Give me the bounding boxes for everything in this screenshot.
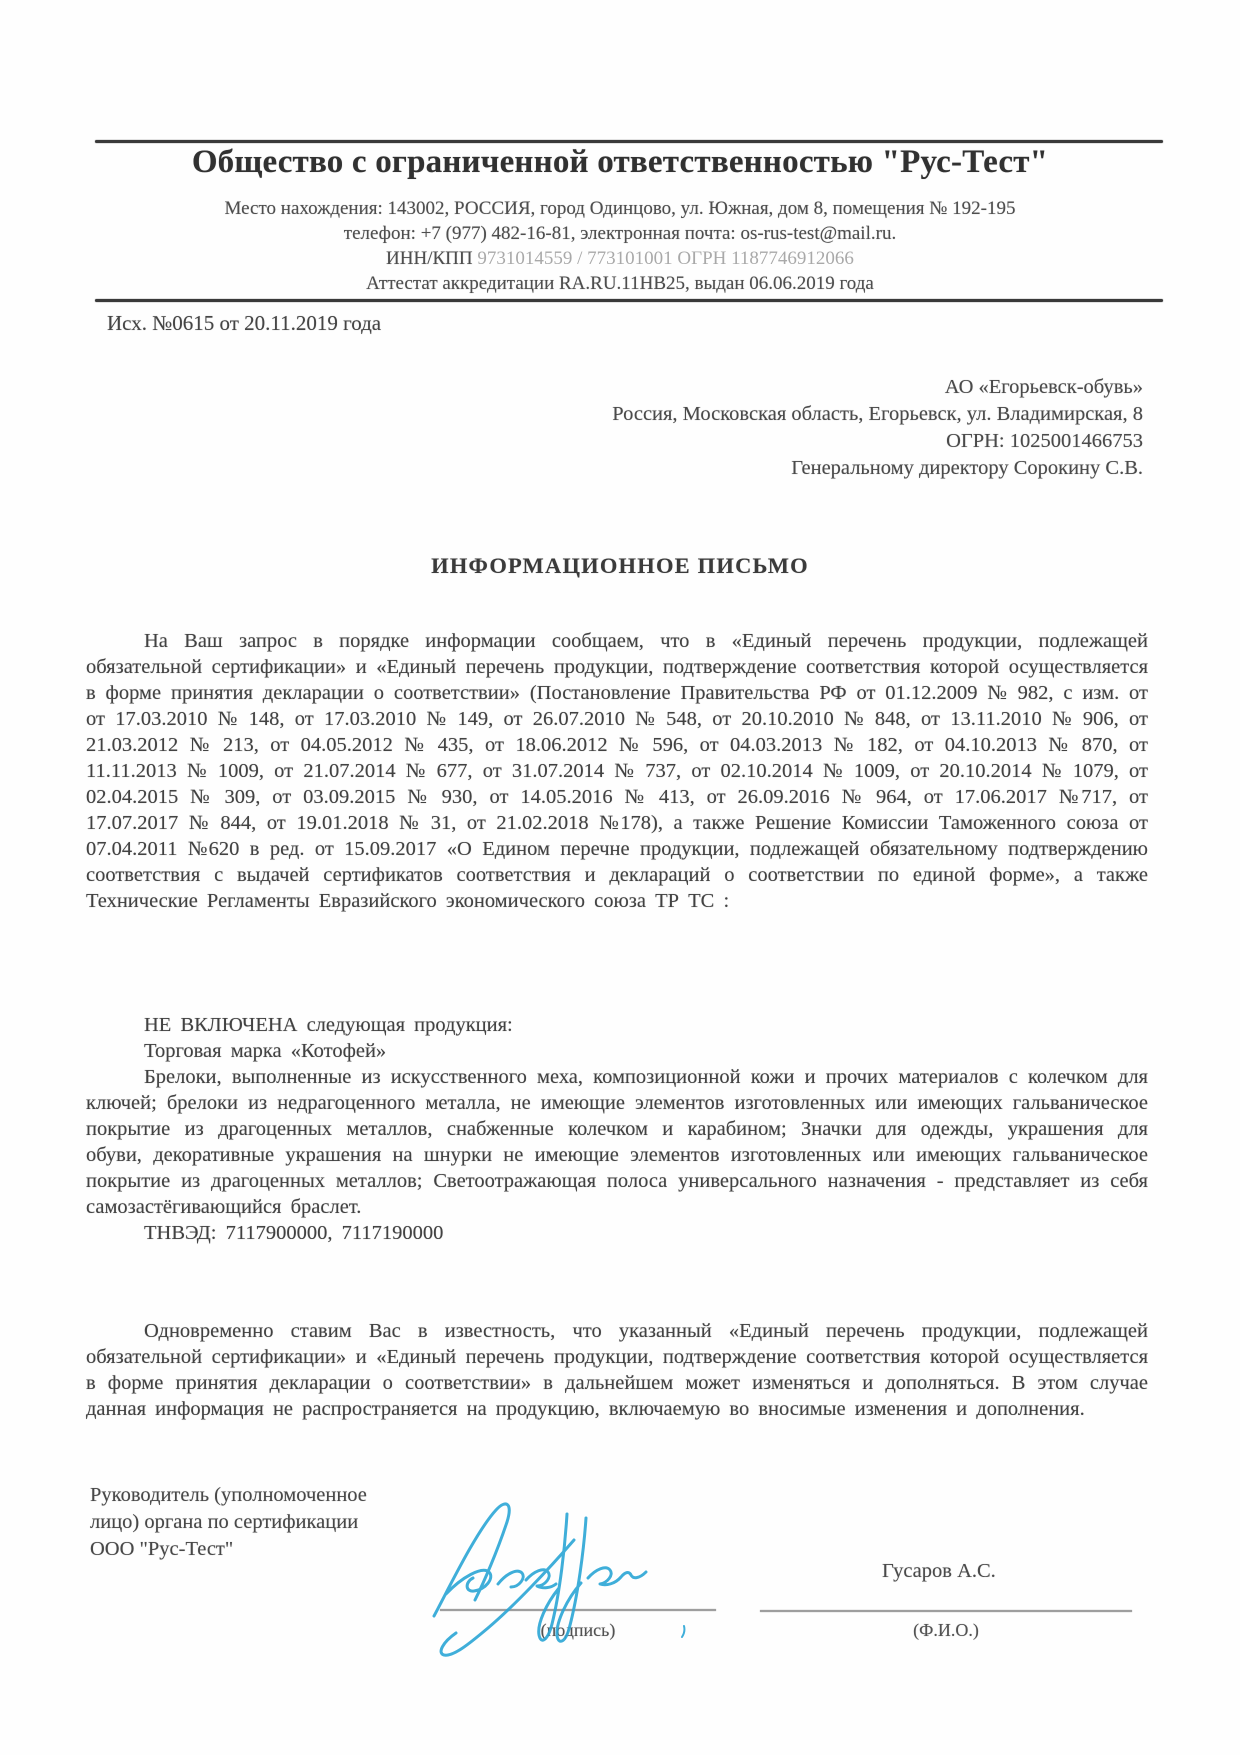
company-inn-line xyxy=(0,246,1240,271)
accreditation-line: Аттестат аккредитации RA.RU.11НВ25, выдан 06.06.2019 года xyxy=(366,273,874,294)
signature-stroke xyxy=(498,1570,556,1588)
company-contact-line: телефон: +7 (977) 482-16-81, электронная почта: os-rus-test@mail.ru. xyxy=(343,223,897,244)
name-line xyxy=(760,1610,1132,1612)
signature-stroke xyxy=(434,1504,509,1616)
signature-stroke xyxy=(682,1626,684,1637)
company-name: Общество с ограниченной ответственностью "Рус-Тест" xyxy=(191,144,1049,180)
not-included-heading: НЕ ВКЛЮЧЕНА следующая продукция: xyxy=(144,1014,513,1036)
signer-role-block xyxy=(90,1482,367,1563)
signer-role-line: ООО "Рус-Тест" xyxy=(90,1538,234,1560)
header-bottom-rule xyxy=(95,299,1163,302)
recipient-company: АО «Егорьевск-обувь» xyxy=(944,376,1143,398)
recipient-director: Генеральному директору Сорокину С.В. xyxy=(791,457,1143,479)
signer-role-line: Руководитель (уполномоченное xyxy=(90,1484,367,1506)
body-paragraph-disclaimer: Одновременно ставим Вас в известность, что указанный «Единый перечень продукции, подлежащей обязательной сертификации» и «Единый перечень продукции, подтверждение соответствия которой осуществляется в форме принятия декларации о соответствии» в дальнейшем может изменяться и дополняться. В этом случае данная информация не распространяется на продукцию, включаемую во вносимые изменения и дополнения. xyxy=(86,1320,1148,1420)
signature-stroke xyxy=(441,1540,574,1655)
recipient-ogrn: ОГРН: 1025001466753 xyxy=(946,430,1143,452)
excluded-products-block xyxy=(86,1012,1148,1246)
recipient-address: Россия, Московская область, Егорьевск, ул. Владимирская, 8 xyxy=(612,403,1143,425)
inn-kpp-label: ИНН/КПП xyxy=(386,248,473,269)
signer-name: Гусаров А.С. xyxy=(882,1560,996,1582)
outgoing-ref-line: Исх. №0615 от 20.11.2019 года xyxy=(107,311,382,335)
products-description-paragraph: Брелоки, выполненные из искусственного меха, композиционной кожи и прочих материалов с колечком для ключей; брелоки из недрагоценного металла, не имеющие элементов изготовленных или имеющих гальваническое покрытие из драгоценных металлов, снабженные колечком и карабином; Значки для одежды, украшения для обуви, декоративные украшения на шнурки не имеющие элементов изготовленных или имеющих гальваническое покрытие из драгоценных металлов; Светоотражающая полоса универсального назначения - представляет из себя самозастёгивающийся браслет. xyxy=(86,1066,1148,1218)
trademark-line: Торговая марка «Котофей» xyxy=(144,1040,387,1062)
signature-caption: (подпись) xyxy=(540,1620,616,1640)
header-top-rule xyxy=(95,140,1163,143)
letter-title: ИНФОРМАЦИОННОЕ ПИСЬМО xyxy=(431,553,809,578)
company-address-line: Место нахождения: 143002, РОССИЯ, город Одинцово, ул. Южная, дом 8, помещения № 192-195 xyxy=(224,198,1016,219)
handwritten-signature xyxy=(412,1498,692,1668)
company-header-info xyxy=(0,196,1240,296)
body-paragraph-regulations: На Ваш запрос в порядке информации сообщаем, что в «Единый перечень продукции, подлежащей обязательной сертификации» и «Единый перечень продукции, подтверждение соответствия которой осуществляется в форме принятия декларации о соответствии» (Постановление Правительства РФ от 01.12.2009 № 982, с изм. от от 17.03.2010 № 148, от 17.03.2010 № 149, от 26.07.2010 № 548, от 20.10.2010 № 848, от 13.11.2010 № 906, от 21.03.2012 № 213, от 04.05.2012 № 435, от 18.06.2012 № 596, от 04.03.2013 № 182, от 04.10.2013 № 870, от 11.11.2013 № 1009, от 21.07.2014 № 677, от 31.07.2014 № 737, от 02.10.2014 № 1009, от 20.10.2014 № 1079, от 02.04.2015 № 309, от 03.09.2015 № 930, от 14.05.2016 № 413, от 26.09.2016 № 964, от 17.06.2017 №717, от 17.07.2017 № 844, от 19.01.2018 № 31, от 21.02.2018 №178), а также Решение Комиссии Таможенного союза от 07.04.2011 №620 в ред. от 15.09.2017 «О Едином перечне продукции, подлежащей обязательному подтверждению соответствия с выдачей сертификатов соответствия и деклараций о соответствии по единой форме», а также Технические Регламенты Евразийского экономического союза ТР ТС : xyxy=(86,630,1148,912)
signature-stroke xyxy=(588,1568,646,1585)
signature-stroke xyxy=(539,1514,586,1641)
signer-role-line: лицо) органа по сертификации xyxy=(90,1511,359,1533)
tnved-codes-line: ТНВЭД: 7117900000, 7117190000 xyxy=(144,1222,444,1244)
fio-caption: (Ф.И.О.) xyxy=(913,1620,979,1640)
inn-kpp-numbers: 9731014559 / 773101001 ОГРН 1187746912066 xyxy=(477,248,854,269)
recipient-block xyxy=(612,374,1143,482)
